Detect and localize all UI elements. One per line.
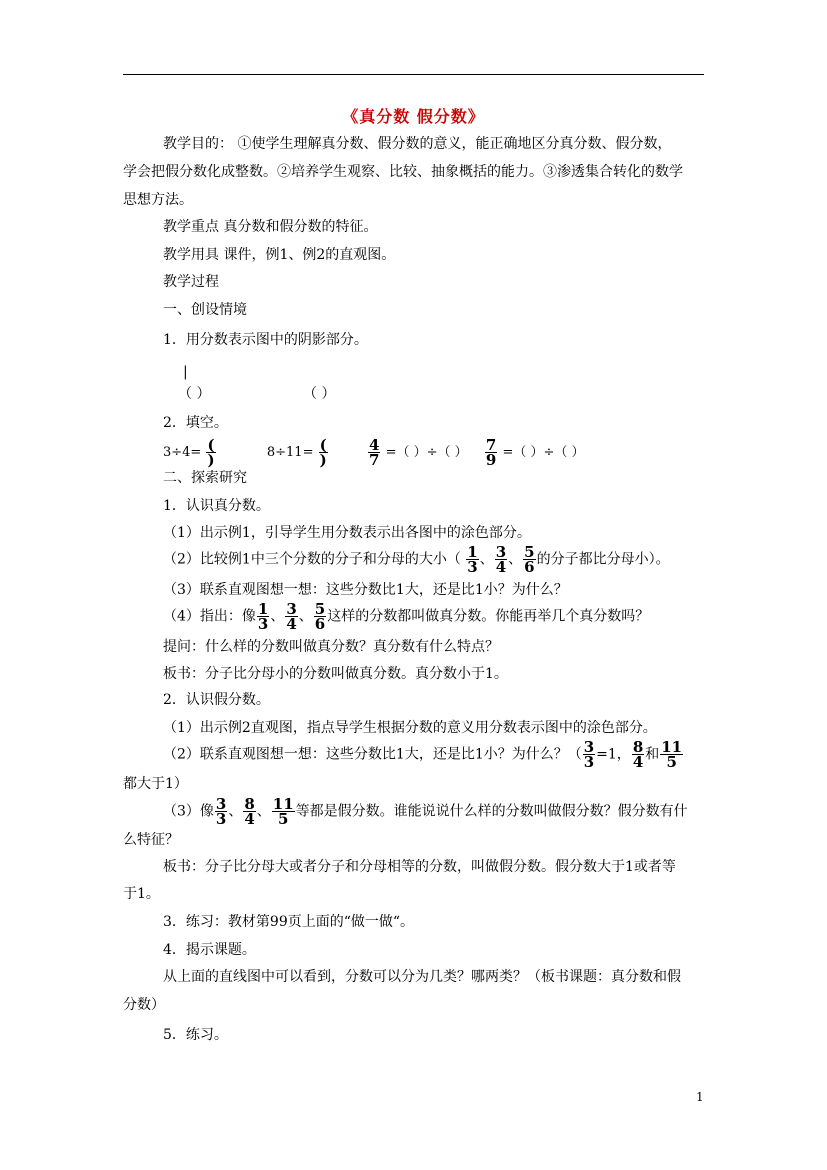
fraction-3-3: $\frac{3}{3}$ — [583, 738, 595, 771]
step-3: 3．练习：教材第99页上面的“做一做“。 — [163, 914, 415, 930]
teaching-tools: 教学用具 课件，例1、例2的直观图。 — [163, 247, 396, 263]
header-rule — [123, 74, 704, 75]
board-note-2-line-2: 于1。 — [123, 886, 160, 902]
fraction-11-5: $\frac{11}{5}$ — [661, 738, 683, 771]
section-1-heading: 一、创设情境 — [163, 302, 247, 318]
step-1: 1．认识真分数。 — [163, 498, 270, 514]
fill-expr-a: =（ ）÷（ ） — [385, 445, 468, 460]
fraction-3-4-b: $\frac{3}{4}$ — [286, 600, 297, 633]
blank-fraction-1: $\frac{(}{)}$ — [207, 436, 215, 469]
step-2-2: （2）联系直观图想一想：这些分数比1大，还是比1小？为什么？（ $\frac{3}{3}$ =1， $\frac{8}{4}$ 和 $\frac{11}{5}$ — [163, 738, 683, 771]
step-1-4: （4）指出：像 $\frac{1}{3}$ 、 $\frac{3}{4}$ 、 $\frac{5}{6}$ 这样的分数都叫做真分数。你能再举几个真分数吗？ — [163, 600, 650, 633]
document-title: 《真分数 假分数》 — [342, 107, 485, 126]
fill-1-left: 3÷4= — [163, 445, 202, 460]
process-heading: 教学过程 — [163, 274, 219, 290]
question-1: 提问：什么样的分数叫做真分数？真分数有什么特点？ — [163, 639, 499, 655]
step-2-1: （1）出示例2直观图，指点导学生根据分数的意义用分数表示图中的涂色部分。 — [163, 720, 657, 736]
blank-b: （ ） — [303, 386, 336, 402]
fraction-11-5-b: $\frac{11}{5}$ — [272, 795, 294, 828]
step-4-line-1: 从上面的直线图中可以看到，分数可以分为几类？哪两类？（板书课题：真分数和假 — [163, 969, 681, 985]
fraction-3-4: $\frac{3}{4}$ — [495, 543, 507, 576]
objectives-line-2: 学会把假分数化成整数。②培养学生观察、比较、抽象概括的能力。③渗透集合转化的数学 — [123, 164, 683, 180]
step-2-2-cont: 都大于1） — [123, 776, 188, 792]
step-2-3: （3）像 $\frac{3}{3}$ 、 $\frac{8}{4}$ 、 $\frac{11}{5}$ 等都是假分数。谁能说说什么样的分数叫做假分数？假分数有什 — [163, 795, 688, 828]
step-4-line-2: 分数） — [123, 997, 165, 1013]
step-2: 2．认识假分数。 — [163, 692, 270, 708]
figure-bar: | — [183, 364, 188, 380]
section-2-heading: 二、探索研究 — [163, 470, 247, 486]
objectives-line-1: 教学目的： ①使学生理解真分数、假分数的意义，能正确地区分真分数、假分数， — [163, 136, 672, 152]
step-2-3-cont: 么特征？ — [123, 832, 179, 848]
step-1-1: （1）出示例1，引导学生用分数表示出各图中的涂色部分。 — [163, 525, 531, 541]
item-1: 1．用分数表示图中的阴影部分。 — [163, 332, 368, 348]
fraction-3-3-b: $\frac{3}{3}$ — [215, 795, 227, 828]
step-1-2: （2）比较例1中三个分数的分子和分母的大小（ $\frac{1}{3}$ 、 $\frac{3}{4}$ 、 $\frac{5}{6}$ 的分子都比分母小）。 — [163, 543, 670, 576]
fill-expr-b: =（ ）÷（ ） — [502, 445, 585, 460]
objectives-line-3: 思想方法。 — [123, 192, 193, 208]
step-5: 5．练习。 — [163, 1027, 228, 1043]
fraction-5-6-b: $\frac{5}{6}$ — [314, 600, 326, 633]
board-note-1: 板书：分子比分母小的分数叫做真分数。真分数小于1。 — [163, 666, 508, 682]
key-point: 教学重点 真分数和假分数的特征。 — [163, 219, 378, 235]
fill-row — [163, 438, 585, 467]
fraction-4-7: $\frac{4}{7}$ — [369, 436, 380, 469]
page-number: 1 — [696, 1090, 704, 1104]
item-2: 2．填空。 — [163, 415, 228, 431]
blank-a: （ ） — [178, 386, 211, 402]
fraction-5-6: $\frac{5}{6}$ — [524, 543, 535, 576]
step-4: 4．揭示课题。 — [163, 942, 256, 958]
fraction-7-9: $\frac{7}{9}$ — [485, 436, 497, 469]
fill-2-left: 8÷11= — [266, 445, 314, 460]
fraction-8-4: $\frac{8}{4}$ — [632, 738, 644, 771]
fraction-1-3-b: $\frac{1}{3}$ — [257, 600, 269, 633]
board-note-2-line-1: 板书：分子比分母大或者分子和分母相等的分数，叫做假分数。假分数大于1或者等 — [163, 859, 676, 875]
fraction-8-4-b: $\frac{8}{4}$ — [244, 795, 255, 828]
blank-fraction-2: $\frac{(}{)}$ — [319, 436, 327, 469]
step-1-3: （3）联系直观图想一想：这些分数比1大，还是比1小？为什么？ — [163, 582, 568, 598]
fraction-1-3: $\frac{1}{3}$ — [467, 543, 478, 576]
